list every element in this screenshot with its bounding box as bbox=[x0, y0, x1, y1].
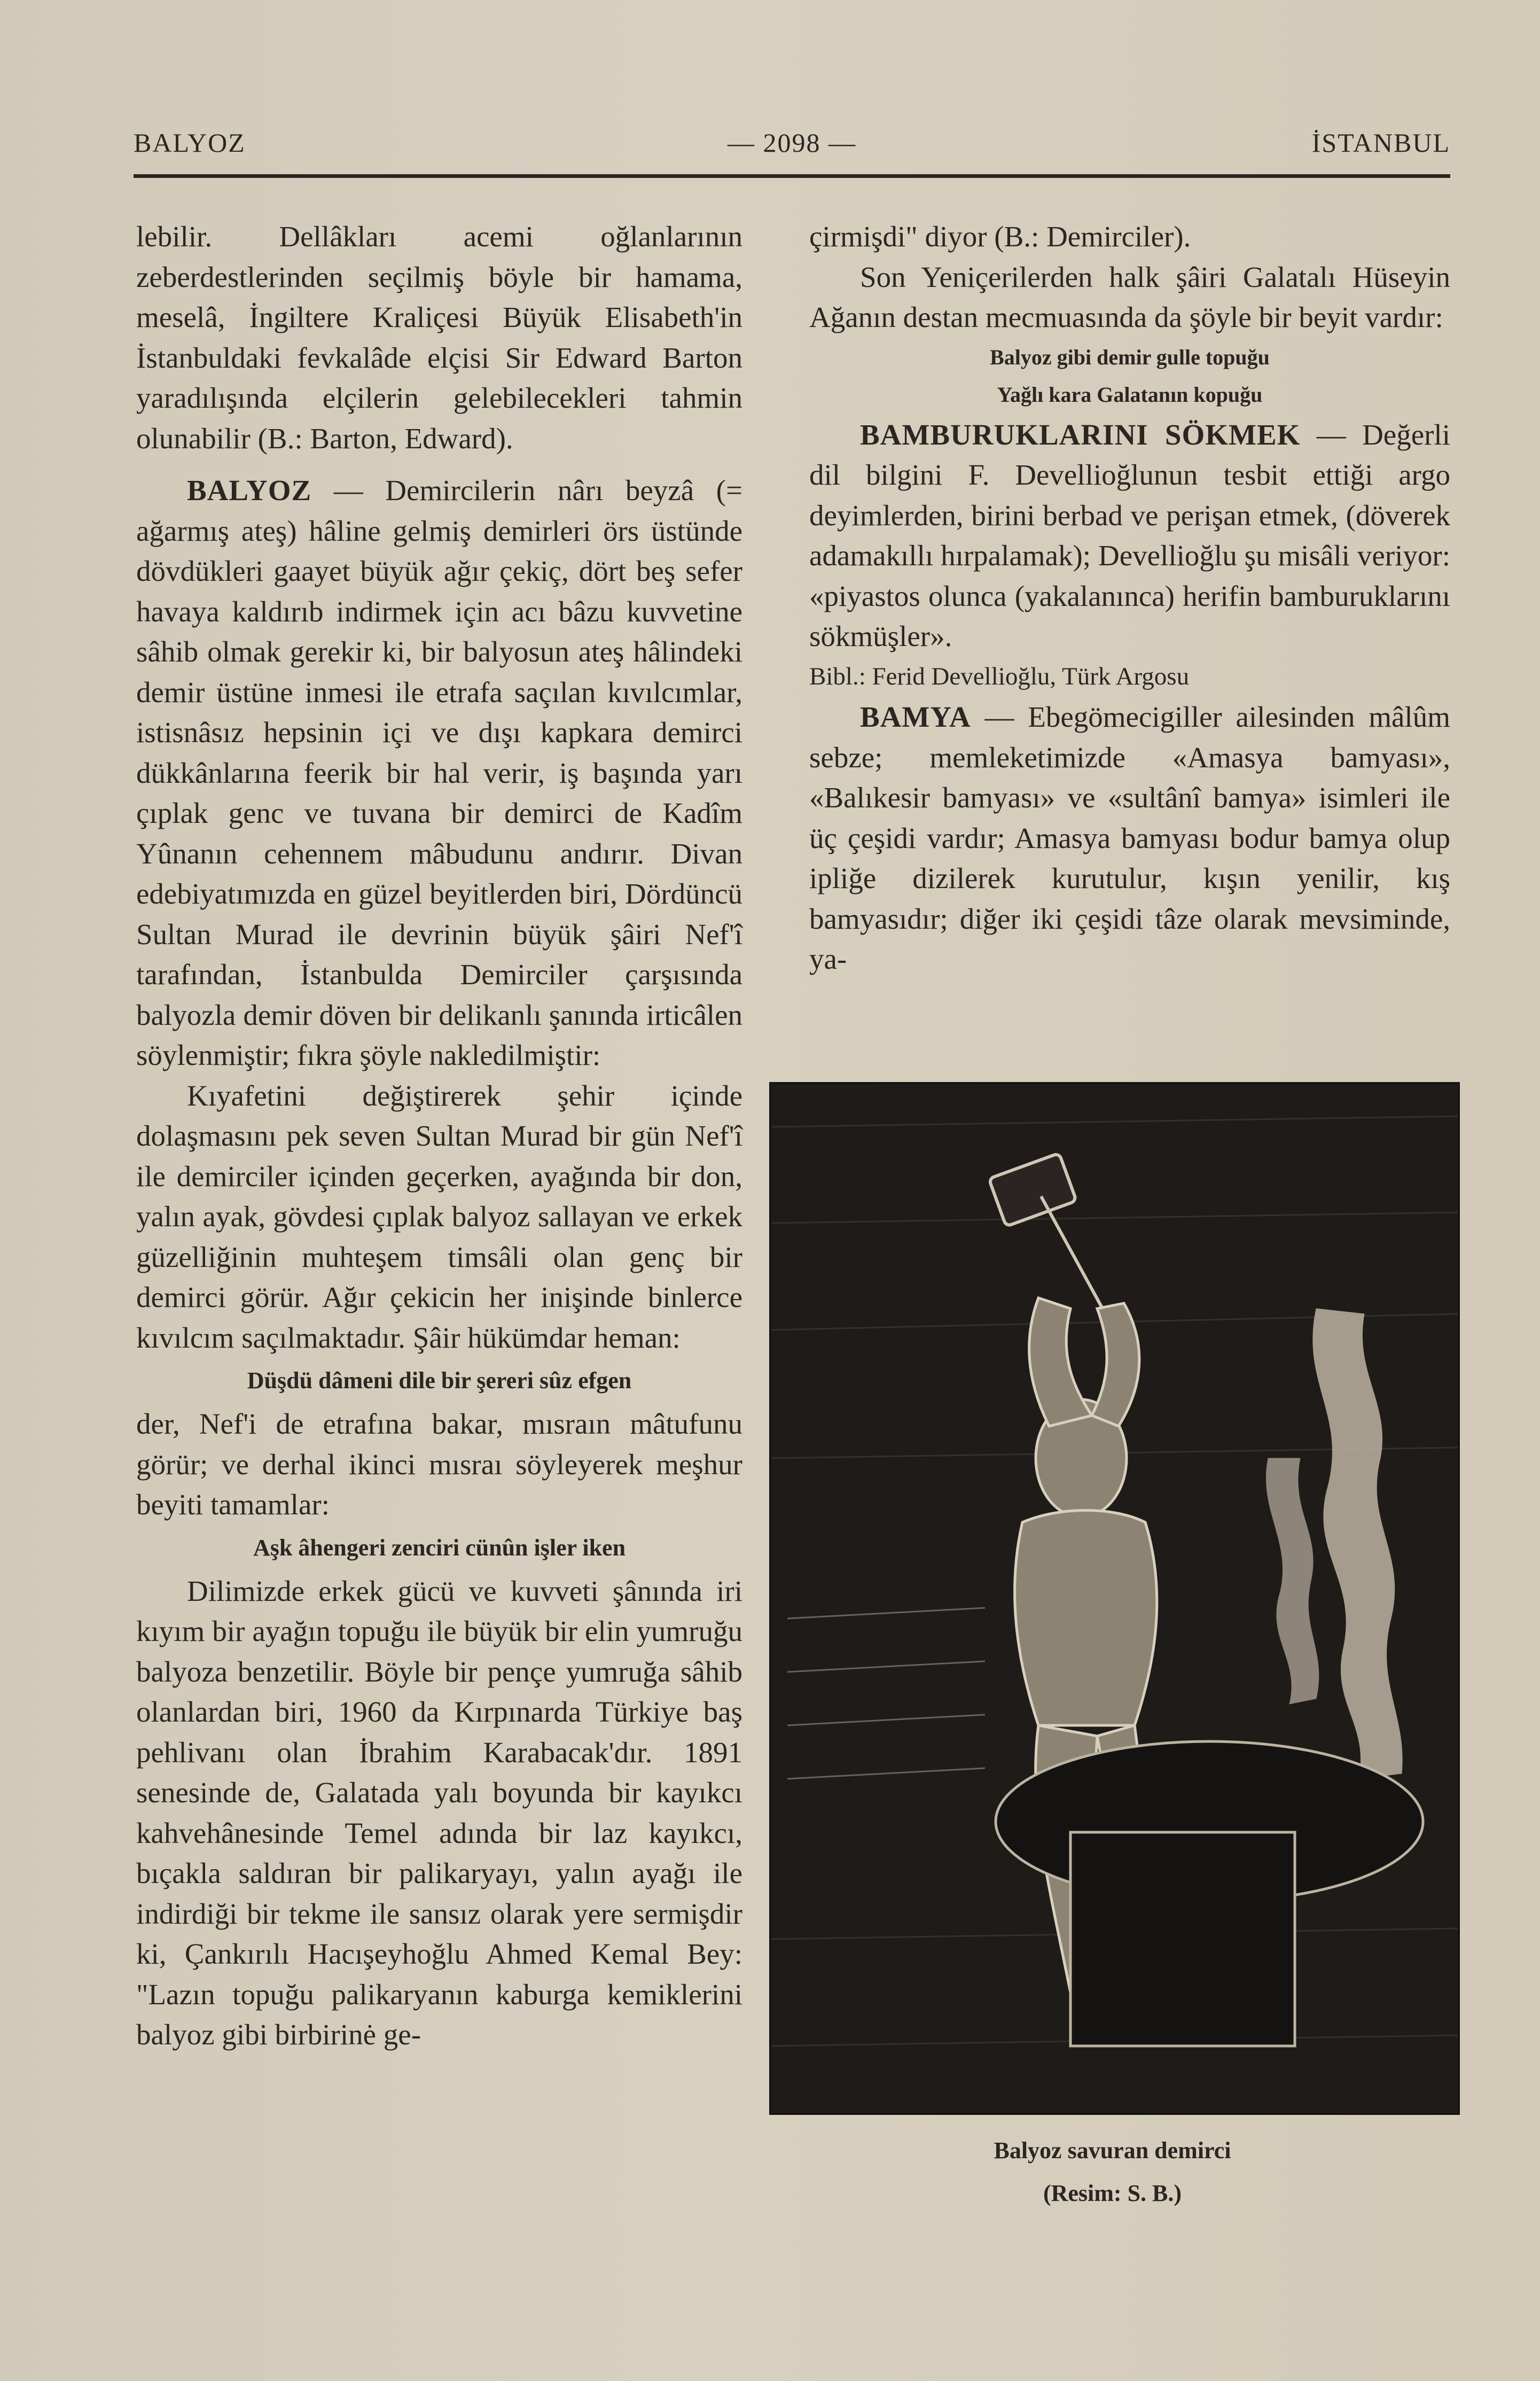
header-publication-title: İSTANBUL bbox=[1311, 128, 1450, 158]
entry-text: — Demircilerin nârı beyzâ (= ağarmış ateş) hâline gelmiş demirleri örs üstünde dövdükleri gaayet büyük ağır çekiç, dört beş sefer havaya kaldırıb indirmek için acı bâzu kuvvetine sâhib olmak gerekir ki, bir balyosun ateş hâlindeki demir üstüne inmesi ile etrafa saçılan kıvılcımlar, istisnâsız hepsinin içi ve dışı kapkara demirci dükkânlarına feerik bir hal verir, iş başında yarı çıplak genc ve tuvana bir demirci de Kadîm Yûnanın cehennem mâbudunu andırır. Divan edebiyatımızda en güzel beyitlerden biri, Dördüncü Sultan Murad ile devrinin büyük şâiri Nef'î tarafından, İstanbulda Demirciler çarşısında balyozla demir döven bir delikanlı şanında irticâlen söylenmiştir; fıkra şöyle nakledilmiştir: bbox=[136, 474, 742, 1071]
entry-balyoz bbox=[136, 470, 742, 1076]
page-header bbox=[134, 127, 1450, 170]
figure-credit: (Resim: S. B.) bbox=[1043, 2180, 1182, 2206]
header-rule bbox=[134, 174, 1450, 178]
page-number: — 2098 — bbox=[728, 128, 856, 158]
figure-caption: Balyoz savuran demirci bbox=[994, 2137, 1231, 2164]
entry-headword: BAMBURUKLARINI SÖKMEK bbox=[860, 418, 1301, 451]
entry-bamya bbox=[809, 697, 1450, 979]
paragraph-poet: Son Yeniçerilerden halk şâiri Galatalı Hüseyin Ağanın destan mecmuasında da şöyle bir beyit vardır: bbox=[809, 260, 1450, 333]
illustration-blacksmith bbox=[769, 1082, 1460, 2115]
verse-line: Düşdü dâmeni dile bir şereri sûz efgen bbox=[247, 1367, 632, 1394]
blacksmith-drawing bbox=[771, 1084, 1458, 2113]
entry-text: — Değerli dil bilgini F. Devellioğlunun tesbit ettiği argo deyimlerden, birini berbad ve perişan etmek, (döverek adamakıllı hırpalamak); Devellioğlu şu misâli veriyor: «piyastos olunca (yakalanınca) herifin bamburuklarını sökmüşler». bbox=[809, 418, 1450, 652]
entry-bamburuklarini-sokmek bbox=[809, 415, 1450, 657]
header-section-title: BALYOZ bbox=[134, 128, 246, 158]
paragraph-continuation: çirmişdi" diyor (B.: Demirciler). bbox=[809, 220, 1191, 253]
right-column bbox=[809, 216, 1450, 979]
entry-headword: BAMYA bbox=[860, 701, 971, 733]
paragraph-continuation: der, Nef'i de etrafına bakar, mısraın mâtufunu görür; ve derhal ikinci mısraı söyleyerek meşhur beyiti tamamlar: bbox=[136, 1407, 742, 1521]
left-column bbox=[136, 216, 742, 2055]
verse-line: Yağlı kara Galatanın kopuğu bbox=[997, 382, 1263, 407]
entry-headword: BALYOZ bbox=[187, 474, 312, 507]
paragraph-anecdote: Kıyafetini değiştirerek şehir içinde dolaşmasını pek seven Sultan Murad bir gün Nef'î ile demirciler içinden geçerken, ayağında bir don, yalın ayak, gövdesi çıplak balyoz sallayan ve erkek güzelliğinin muhteşem timsâli olan genç bir demirci görür. Ağır çekicin her inişinde binlerce kıvılcım saçılmaktadır. Şâir hükümdar heman: bbox=[136, 1079, 742, 1354]
bibliography: Bibl.: Ferid Devellioğlu, Türk Argosu bbox=[809, 662, 1190, 690]
paragraph-continuation: lebilir. Dellâkları acemi oğlanlarının zeberdestlerinden seçilmiş böyle bir hamama, meselâ, İngiltere Kraliçesi Büyük Elisabeth'in İstanbuldaki fevkalâde elçisi Sir Edward Barton yaradılışında elçilerin gelebilecekleri tahmin olunabilir (B.: Barton, Edward). bbox=[136, 220, 742, 455]
entry-text: — Ebegömecigiller ailesinden mâlûm sebze; memleketimizde «Amasya bamyası», «Balıkesir bamyası» ve «sultânî bamya» isimleri ile üç çeşidi vardır; Amasya bamyası bodur bamya olup ipliğe dizilerek kurutulur, kışın yenilir, kış bamyasıdır; diğer iki çeşidi tâze olarak mevsiminde, ya- bbox=[809, 701, 1450, 975]
paragraph-strength: Dilimizde erkek gücü ve kuvveti şânında iri kıyım bir ayağın topuğu ile büyük bir elin yumruğu balyoza benzetilir. Böyle bir pençe yumruğa sâhib olanlardan biri, 1960 da Kırpınarda Türkiye baş pehlivanı olan İbrahim Karabacak'dır. 1891 senesinde de, Galatada yalı boyunda bir kayıkcı kahvehânesinde Temel adında bir laz kayıkcı, bıçakla saldıran bir palikaryayı, yalın ayağı ile indirdiği bir tekme ile sansız olarak yere sermişdir ki, Çankırılı Hacışeyhoğlu Ahmed Kemal Bey: "Lazın topuğu palikaryanın kaburga kemiklerini balyoz gibi birbirinė ge- bbox=[136, 1574, 742, 2051]
verse-line: Aşk âhengeri zenciri cünûn işler iken bbox=[253, 1534, 626, 1561]
verse-line: Balyoz gibi demir gulle topuğu bbox=[990, 345, 1270, 369]
